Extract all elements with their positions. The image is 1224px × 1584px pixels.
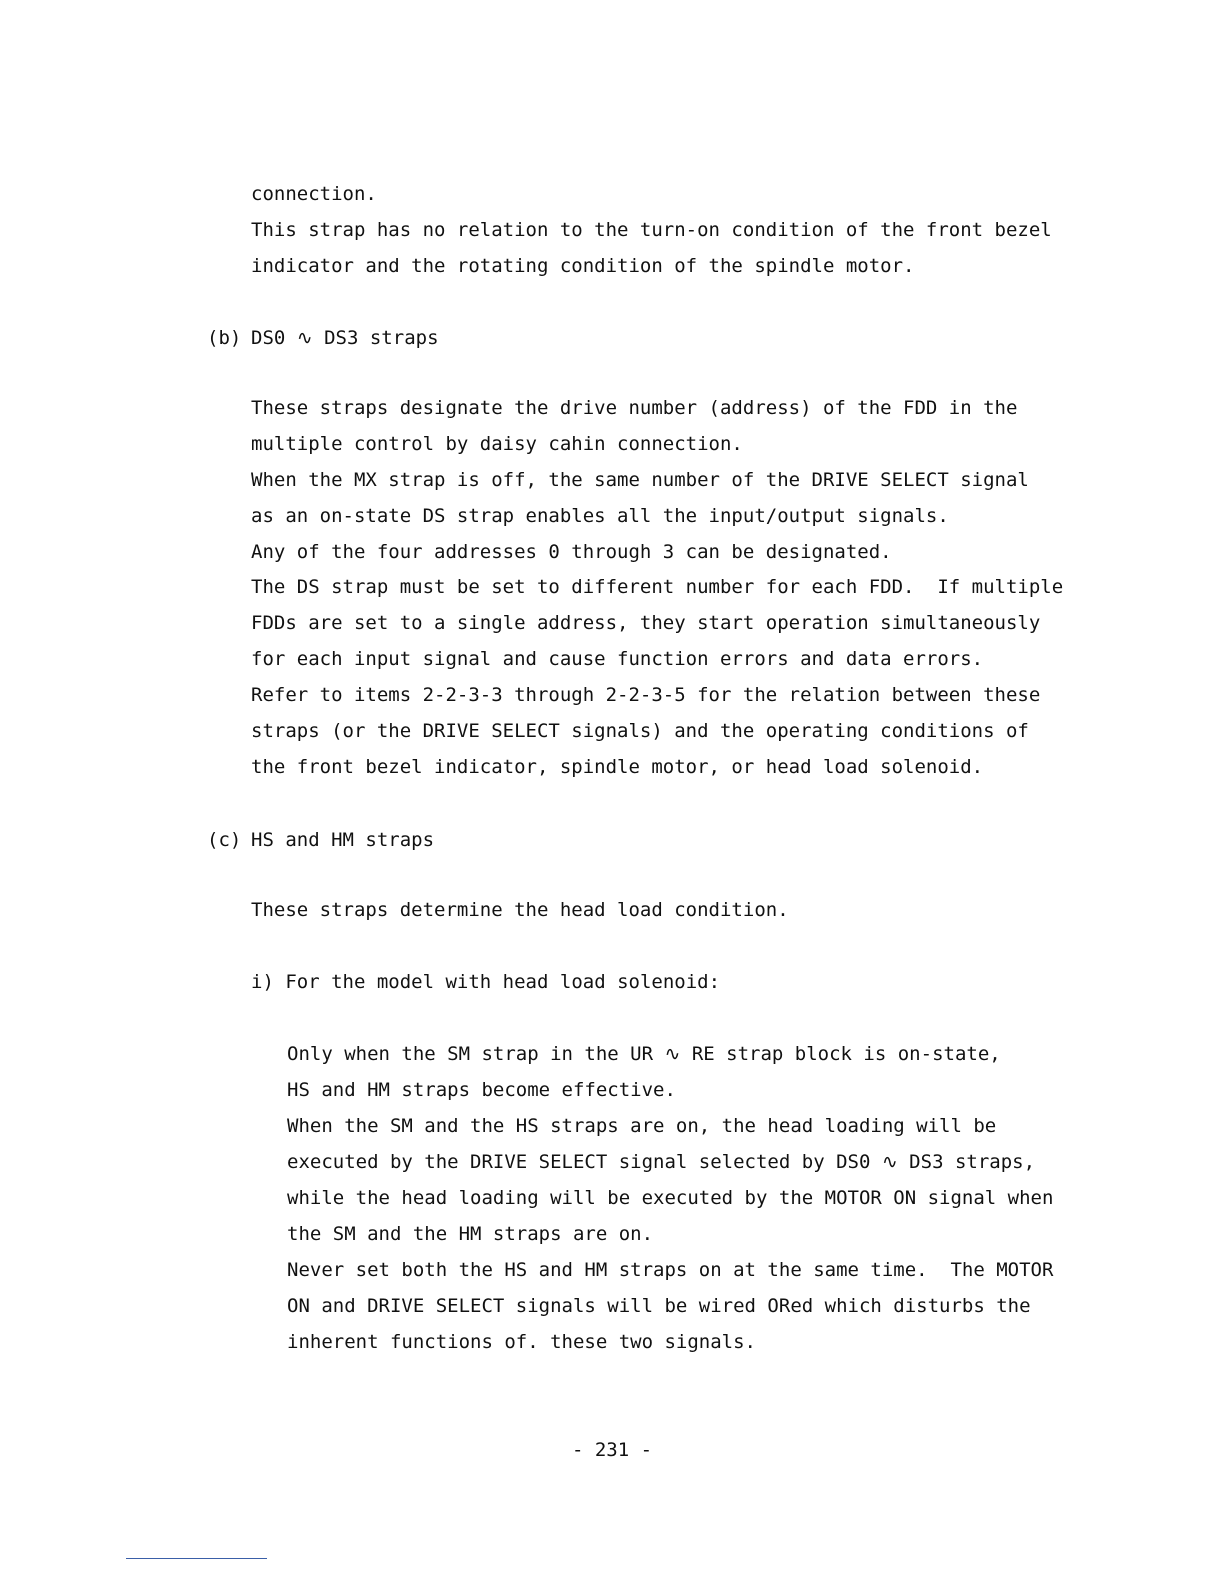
subsection-i-line-2: HS and HM straps become effective. [287, 1079, 676, 1101]
subsection-i-line-8: ON and DRIVE SELECT signals will be wired ORed which disturbs the [287, 1295, 1031, 1317]
section-b-line-3: When the MX strap is off, the same number of the DRIVE SELECT signal [251, 469, 1029, 491]
section-c-heading [207, 828, 434, 852]
section-b-line-11: the front bezel indicator, spindle motor, or head load solenoid. [251, 756, 984, 778]
subsection-i-line-9: inherent functions of. these two signals. [287, 1331, 756, 1353]
section-b-line-9: Refer to items 2-2-3-3 through 2-2-3-5 for the relation between these [251, 684, 1041, 706]
section-b-line-10: straps (or the DRIVE SELECT signals) and the operating conditions of [251, 720, 1029, 742]
section-b-line-2: multiple control by daisy cahin connection. [251, 433, 743, 455]
section-b-line-5: Any of the four addresses 0 through 3 can be designated. [251, 541, 892, 563]
subsection-i-line-4: executed by the DRIVE SELECT signal selected by DS0 ∿ DS3 straps, [287, 1151, 1036, 1173]
page-number: - 231 - [571, 1439, 653, 1461]
section-b-line-1: These straps designate the drive number (address) of the FDD in the [251, 397, 1018, 419]
section-b-line-7: FDDs are set to a single address, they start operation simultaneously [251, 612, 1041, 634]
section-c-intro: These straps determine the head load condition. [251, 899, 789, 921]
continuation-line-3: indicator and the rotating condition of the spindle motor. [251, 255, 915, 277]
continuation-line-2: This strap has no relation to the turn-on condition of the front bezel [251, 219, 1052, 241]
section-b-line-4: as an on-state DS strap enables all the input/output signals. [251, 505, 949, 527]
section-b-title: DS0 ∿ DS3 straps [251, 327, 439, 349]
continuation-line-1: connection. [251, 183, 377, 205]
subsection-i-title: For the model with head load solenoid: [285, 971, 721, 993]
subsection-i-heading [251, 970, 720, 994]
section-c-title: HS and HM straps [251, 829, 435, 851]
section-c-label: (c) [207, 829, 242, 851]
subsection-i-line-5: while the head loading will be executed by the MOTOR ON signal when [287, 1187, 1054, 1209]
section-b-line-6: The DS strap must be set to different number for each FDD. If multiple [251, 576, 1064, 598]
subsection-i-label: i) [251, 971, 274, 993]
subsection-i-line-1: Only when the SM strap in the UR ∿ RE strap block is on-state, [287, 1043, 1001, 1065]
section-b-label: (b) [207, 327, 242, 349]
subsection-i-line-7: Never set both the HS and HM straps on at the same time. The MOTOR [287, 1259, 1054, 1281]
section-b-heading [207, 326, 439, 350]
subsection-i-line-6: the SM and the HM straps are on. [287, 1223, 654, 1245]
subsection-i-line-3: When the SM and the HS straps are on, the head loading will be [287, 1115, 997, 1137]
section-b-line-8: for each input signal and cause function errors and data errors. [251, 648, 984, 670]
footnote-rule [126, 1558, 267, 1559]
